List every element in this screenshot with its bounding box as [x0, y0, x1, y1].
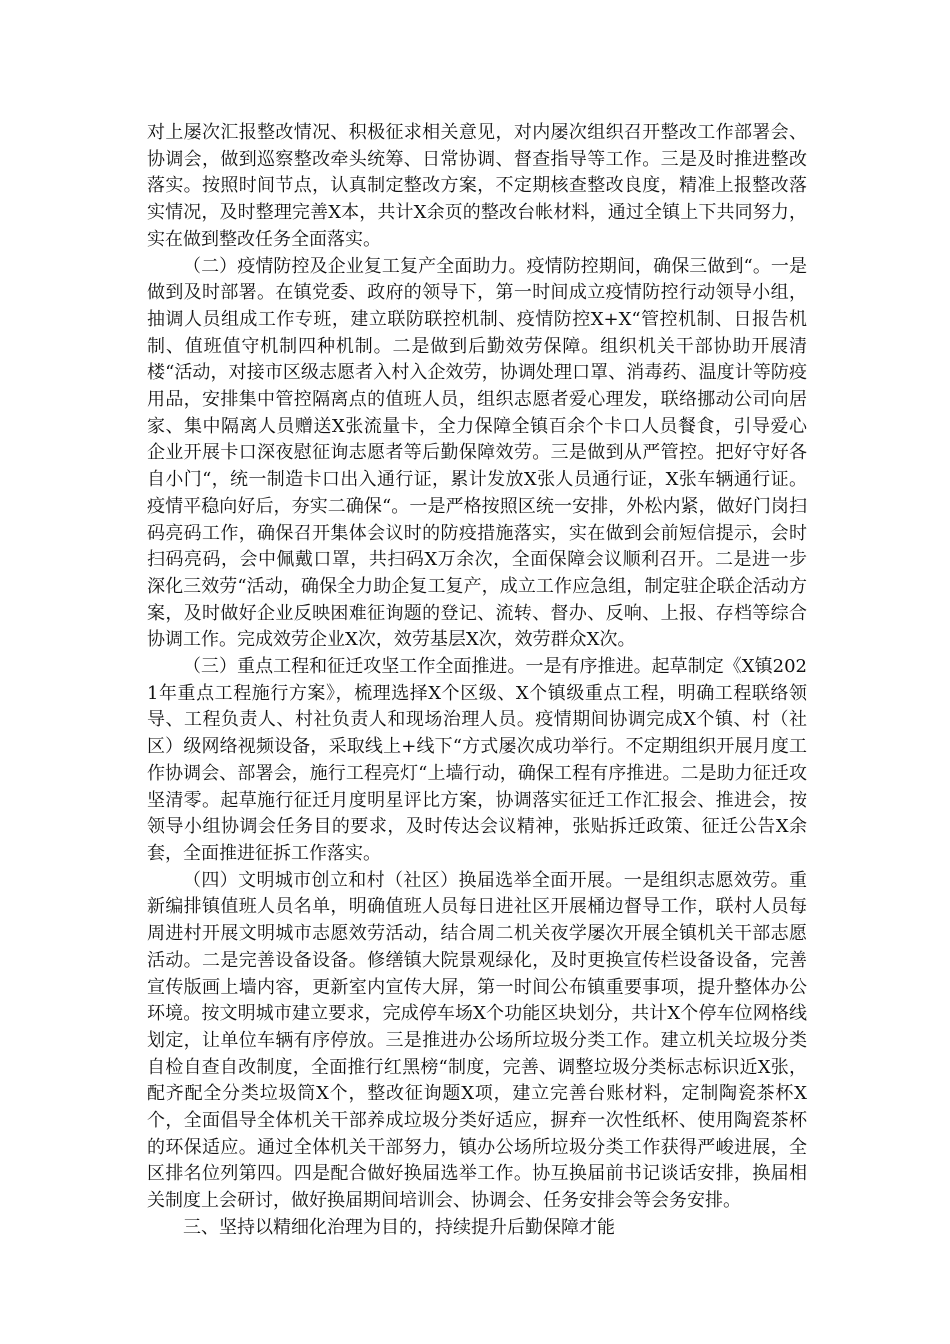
document-page: [147, 120, 807, 1242]
paragraph-1: 对上屡次汇报整改情况、积极征求相关意见，对内屡次组织召开整改工作部署会、协调会，做到巡察整改牵头统筹、日常协调、督查指导等工作。三是及时推进整改落实。按照时间节点，认真制定整改方案，不定期核查整改良度，精准上报整改落实情况，及时整理完善X本，共计X余页的整改台帐材料，通过全镇上下共同努力，实在做到整改任务全面落实。: [147, 122, 807, 250]
paragraph-2: （二）疫情防控及企业复工复产全面助力。疫情防控期间，确保三做到“。一是做到及时部署。在镇党委、政府的领导下，第一时间成立疫情防控行动领导小组，抽调人员组成工作专班，建立联防联控机制、疫情防控X+X“管控机制、日报告机制、值班值守机制四种机制。二是做到后勤效劳保障。组织机关干部协助开展清楼“活动，对接市区级志愿者入村入企效劳，协调处理口罩、消毒药、温度计等防疫用品，安排集中管控隔离点的值班人员，组织志愿者爱心理发，联络挪动公司向居家、集中隔离人员赠送X张流量卡，全力保障全镇百余个卡口人员餐食，引导爱心企业开展卡口深夜慰征询志愿者等后勤保障效劳。三是做到从严管控。把好守好各自小门“，统一制造卡口出入通行证，累计发放X张人员通行证，X张车辆通行证。疫情平稳向好后，夯实二确保“。一是严格按照区统一安排，外松内紧，做好门岗扫码亮码工作，确保召开集体会议时的防疫措施落实，实在做到会前短信提示，会时扫码亮码，会中佩戴口罩，共扫码X万余次，全面保障会议顺利召开。二是进一步深化三效劳“活动，确保全力助企复工复产，成立工作应急组，制定驻企联企活动方案，及时做好企业反映困难征询题的登记、流转、督办、反响、上报、存档等综合协调工作。完成效劳企业X次，效劳基层X次，效劳群众X次。: [147, 255, 807, 651]
section-heading: 三、坚持以精细化治理为目的，持续提升后勤保障才能: [183, 1216, 615, 1238]
paragraph-4: （四）文明城市创立和村（社区）换届选举全面开展。一是组织志愿效劳。重新编排镇值班人员名单，明确值班人员每日进社区开展桶边督导工作，联村人员每周进村开展文明城市志愿效劳活动，结合周二机关夜学屡次开展全镇机关干部志愿活动。二是完善设备设备。修缮镇大院景观绿化，及时更换宣传栏设备设备，完善宣传版画上墙内容，更新室内宣传大屏，第一时间公布镇重要事项，提升整体办公环境。按文明城市建立要求，完成停车场X个功能区块划分，共计X个停车位网格线划定，让单位车辆有序停放。三是推进办公场所垃圾分类工作。建立机关垃圾分类自检自查自改制度，全面推行红黑榜“制度，完善、调整垃圾分类标志标识近X张，配齐配全分类垃圾筒X个，整改征询题X项，建立完善台账材料，定制陶瓷茶杯X个，全面倡导全体机关干部养成垃圾分类好适应，摒弃一次性纸杯、使用陶瓷茶杯的环保适应。通过全体机关干部努力，镇办公场所垃圾分类工作获得严峻进展，全区排名位列第四。四是配合做好换届选举工作。协互换届前书记谈话安排，换届相关制度上会研讨，做好换届期间培训会、协调会、任务安排会等会务安排。: [147, 869, 807, 1212]
paragraph-3: （三）重点工程和征迁攻坚工作全面推进。一是有序推进。起草制定《X镇2021年重点工程施行方案》，梳理选择X个区级、X个镇级重点工程，明确工程联络领导、工程负责人、村社负责人和现场治理人员。疫情期间协调完成X个镇、村（社区）级网络视频设备，采取线上+线下“方式屡次成功举行。不定期组织开展月度工作协调会、部署会，施行工程亮灯“上墙行动，确保工程有序推进。二是助力征迁攻坚清零。起草施行征迁月度明星评比方案，协调落实征迁工作汇报会、推进会，按领导小组协调会任务目的要求，及时传达会议精神，张贴拆迁政策、征迁公告X余套，全面推进征拆工作落实。: [147, 656, 807, 864]
